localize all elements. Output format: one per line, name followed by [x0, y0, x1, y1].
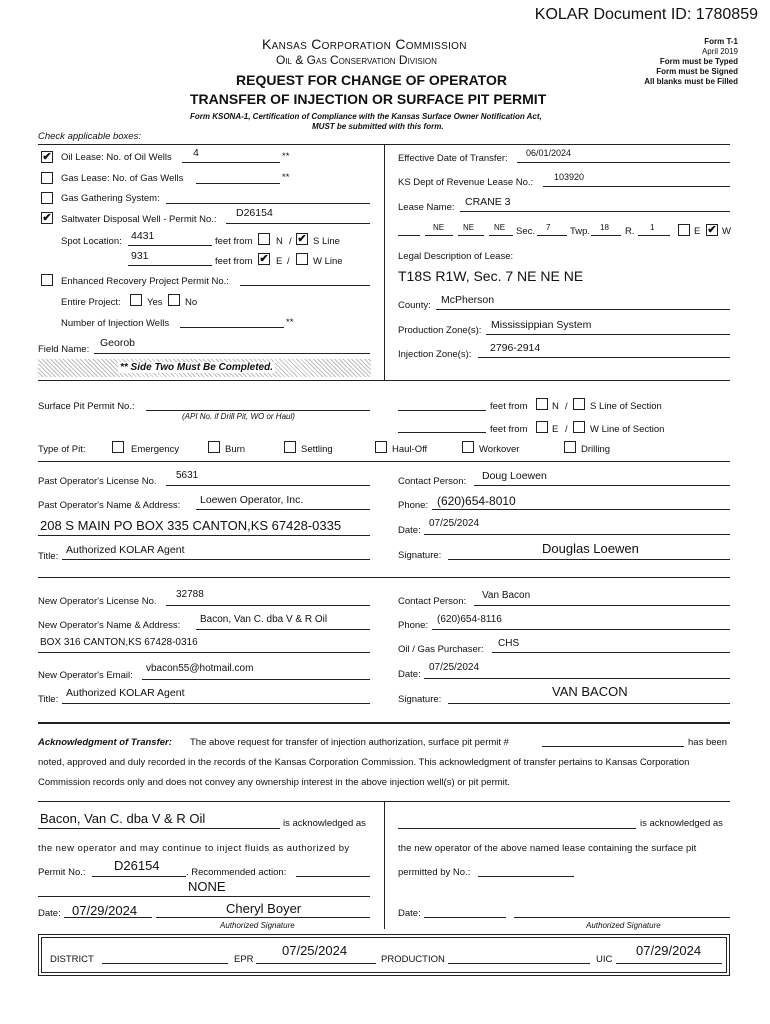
form-subtitle-1: Form KSONA-1, Certification of Compliance with the Kansas Surface Owner Notification Act,	[190, 112, 542, 121]
new-purchaser-line	[492, 652, 730, 653]
ack-line-1: The above request for transfer of injection authorization, surface pit permit #	[190, 737, 509, 748]
gas-gathering-checkbox[interactable]	[41, 192, 53, 204]
past-phone-label: Phone:	[398, 500, 429, 511]
township-value[interactable]: 18	[600, 223, 609, 232]
field-name-value[interactable]: Georob	[100, 337, 136, 349]
past-name-value[interactable]: Loewen Operator, Inc.	[200, 494, 304, 506]
pit-type-burn-label: Burn	[225, 444, 246, 455]
divider-ack-vertical	[384, 801, 385, 929]
pit-north-label: N	[552, 401, 559, 412]
past-name-line	[196, 509, 370, 510]
east-label: E	[276, 256, 283, 267]
ack-right-text: the new operator of the above named lease containing the surface pit	[398, 843, 697, 854]
form-title-1: REQUEST FOR CHANGE OF OPERATOR	[236, 72, 507, 88]
new-contact-label: Contact Person:	[398, 596, 467, 607]
field-name-label: Field Name:	[38, 344, 90, 355]
new-phone-label: Phone:	[398, 620, 429, 631]
pit-ns-slash: /	[565, 401, 568, 412]
routing-production-label: PRODUCTION	[381, 954, 445, 965]
pit-south-checkbox[interactable]	[573, 398, 585, 410]
ack-right-date-line[interactable]	[424, 917, 506, 918]
new-address-value[interactable]: BOX 316 CANTON,KS 67428-0316	[40, 637, 198, 648]
past-license-label: Past Operator's License No.	[38, 476, 157, 487]
quarter-3[interactable]: NE	[463, 223, 475, 232]
south-line-label: S Line	[313, 236, 340, 247]
ack-right-name-line[interactable]	[398, 828, 636, 829]
ack-left-is-acknowledged: is acknowledged as	[283, 818, 366, 829]
range-east-label: E	[694, 226, 701, 237]
ew-slash: /	[287, 256, 290, 267]
past-license-line	[166, 485, 370, 486]
new-contact-value[interactable]: Van Bacon	[482, 590, 531, 601]
division-name: Oil & Gas Conservation Division	[276, 53, 437, 67]
past-signature-label: Signature:	[398, 550, 442, 561]
oil-wells-value[interactable]: 4	[193, 147, 199, 159]
divider-new	[38, 577, 730, 578]
county-label: County:	[398, 300, 431, 311]
past-title-line	[62, 559, 370, 560]
new-purchaser-label: Oil / Gas Purchaser:	[398, 644, 484, 655]
side-two-note: ** Side Two Must Be Completed.	[120, 362, 273, 373]
ack-permit-label: Permit No.:	[38, 867, 86, 878]
pit-ew-slash: /	[565, 424, 568, 435]
ack-line-2: noted, approved and duly recorded in the records of the Kansas Corporation Commission. This acknowledgment of transfer pertains to Kansas Corporation	[38, 757, 690, 768]
range-east-checkbox[interactable]	[678, 224, 690, 236]
quarter-2-line	[425, 235, 453, 236]
field-name-line	[94, 353, 370, 354]
pit-east-label: E	[552, 424, 559, 435]
pit-type-hauloff-label: Haul-Off	[392, 444, 428, 455]
past-title-value[interactable]: Authorized KOLAR Agent	[66, 544, 185, 556]
pit-type-drilling-label: Drilling	[581, 444, 611, 455]
new-phone-value[interactable]: (620)654-8116	[437, 614, 502, 625]
type-of-pit-label: Type of Pit:	[38, 444, 86, 455]
check-boxes-label: Check applicable boxes:	[38, 131, 141, 142]
range-value[interactable]: 1	[650, 223, 655, 232]
new-license-label: New Operator's License No.	[38, 596, 157, 607]
pit-south-label: S Line of Section	[590, 401, 662, 412]
spot-ew-value[interactable]: 931	[131, 250, 149, 262]
new-license-line	[166, 605, 370, 606]
routing-production-line[interactable]	[448, 963, 590, 964]
new-date-line	[424, 678, 730, 679]
lease-name-line	[460, 211, 730, 212]
pit-type-hauloff-checkbox[interactable]	[375, 441, 387, 453]
oil-wells-line	[182, 162, 280, 163]
gas-lease-checkbox[interactable]	[41, 172, 53, 184]
new-license-value[interactable]: 32788	[176, 589, 204, 600]
ack-permitted-line[interactable]	[478, 876, 574, 877]
routing-uic-date[interactable]: 07/29/2024	[636, 943, 702, 958]
new-title-label: Title:	[38, 694, 59, 705]
ack-left-signature-line	[156, 917, 370, 918]
routing-uic-label: UIC	[596, 954, 613, 965]
ack-recommended-line	[296, 876, 370, 877]
west-checkbox[interactable]	[296, 253, 308, 265]
past-license-value[interactable]: 5631	[176, 470, 199, 481]
south-checkbox[interactable]: ✔	[297, 233, 307, 245]
injection-zone-line	[478, 357, 730, 358]
pit-ew-feet-from: feet from	[490, 424, 528, 435]
new-signature-label: Signature:	[398, 694, 442, 705]
api-note: (API No. if Drill Pit, WO or Haul)	[182, 412, 295, 421]
entire-project-no-checkbox[interactable]	[168, 294, 180, 306]
new-date-value[interactable]: 07/25/2024	[429, 662, 480, 673]
range-line	[638, 235, 670, 236]
lease-name-value[interactable]: CRANE 3	[465, 196, 511, 208]
past-title-label: Title:	[38, 551, 59, 562]
pit-type-drilling-checkbox[interactable]	[564, 441, 576, 453]
ack-permit-no-line	[92, 876, 186, 877]
production-zone-label: Production Zone(s):	[398, 325, 482, 336]
ksdept-label: KS Dept of Revenue Lease No.:	[398, 177, 534, 188]
new-email-label: New Operator's Email:	[38, 670, 133, 681]
ksdept-value[interactable]: 103920	[554, 172, 585, 182]
surface-pit-line[interactable]	[146, 410, 370, 411]
county-value[interactable]: McPherson	[441, 294, 495, 306]
swd-checkbox[interactable]: ✔	[42, 212, 52, 224]
new-title-line	[62, 703, 370, 704]
pit-ns-line[interactable]	[398, 410, 486, 411]
new-name-label: New Operator's Name & Address:	[38, 620, 181, 631]
swd-permit-value[interactable]: D26154	[236, 207, 273, 219]
new-contact-line	[474, 605, 730, 606]
ack-left-signature-value[interactable]: Cheryl Boyer	[226, 901, 302, 916]
pit-type-burn-checkbox[interactable]	[208, 441, 220, 453]
pit-ew-line[interactable]	[398, 432, 486, 433]
pit-north-checkbox[interactable]	[536, 398, 548, 410]
ns-slash: /	[289, 236, 292, 247]
quarter-1-line	[398, 235, 420, 236]
new-title-value[interactable]: Authorized KOLAR Agent	[66, 687, 185, 699]
spot-ns-line	[128, 245, 212, 246]
past-name-label: Past Operator's Name & Address:	[38, 500, 181, 511]
new-purchaser-value[interactable]: CHS	[498, 638, 520, 649]
effective-date-value[interactable]: 06/01/2024	[526, 148, 572, 158]
ack-recommended-line-2	[38, 896, 370, 897]
swd-permit-line	[226, 223, 370, 224]
ack-right-is-acknowledged: is acknowledged as	[640, 818, 723, 829]
routing-epr-date[interactable]: 07/25/2024	[282, 943, 348, 958]
num-injection-label: Number of Injection Wells	[61, 318, 170, 329]
pit-type-settling-checkbox[interactable]	[284, 441, 296, 453]
ksdept-line	[543, 186, 730, 187]
quarter-3-line	[458, 235, 484, 236]
past-signature-line	[448, 559, 730, 560]
spot-ns-value[interactable]: 4431	[131, 230, 155, 242]
form-date: April 2019	[701, 47, 738, 56]
township-label: Twp.	[570, 226, 591, 237]
east-checkbox[interactable]: ✔	[259, 253, 269, 265]
ack-permit-value[interactable]: D26154	[114, 858, 160, 873]
production-zone-value[interactable]: Mississippian System	[491, 319, 592, 331]
effective-date-line	[517, 162, 730, 163]
range-west-checkbox[interactable]: ✔	[707, 224, 717, 236]
oil-lease-checkbox[interactable]: ✔	[42, 151, 52, 163]
routing-district-line[interactable]	[102, 963, 228, 964]
pit-west-checkbox[interactable]	[573, 421, 585, 433]
ack-permit-line[interactable]	[542, 746, 684, 747]
spot-ns-feet-from: feet from	[215, 236, 253, 247]
section-value[interactable]: 7	[546, 223, 551, 232]
new-name-value[interactable]: Bacon, Van C. dba V & R Oil	[200, 614, 328, 625]
new-name-line	[196, 629, 370, 630]
pit-type-settling-label: Settling	[301, 444, 333, 455]
routing-epr-line	[256, 963, 376, 964]
injection-zone-label: Injection Zone(s):	[398, 349, 472, 360]
quarter-2[interactable]: NE	[433, 223, 445, 232]
legal-description-value[interactable]: T18S R1W, Sec. 7 NE NE NE	[398, 268, 584, 284]
ack-right-signature-line[interactable]	[514, 917, 730, 918]
past-contact-value[interactable]: Doug Loewen	[482, 470, 547, 482]
num-injection-stars: **	[286, 317, 294, 328]
eor-checkbox[interactable]	[41, 274, 53, 286]
quarter-4-line	[489, 235, 513, 236]
gas-wells-stars: **	[282, 172, 290, 183]
form-number: Form T-1	[704, 37, 738, 46]
ack-left-date-label: Date:	[38, 908, 61, 919]
divider-past	[38, 461, 730, 462]
routing-uic-line	[616, 963, 722, 964]
entire-project-no-label: No	[185, 297, 198, 308]
quarter-4[interactable]: NE	[494, 223, 506, 232]
ack-right-auth-sig: Authorized Signature	[586, 921, 661, 930]
divider-pit	[38, 380, 730, 381]
form-signed-note: Form must be Signed	[656, 67, 738, 76]
past-date-line	[424, 534, 730, 535]
township-line	[591, 235, 621, 236]
ack-line-3: Commission records only and does not convey any ownership interest in the above injection well(s) or pit permit.	[38, 777, 511, 788]
spot-ew-feet-from: feet from	[215, 256, 253, 267]
gas-gathering-label: Gas Gathering System:	[61, 193, 160, 204]
legal-description-label: Legal Description of Lease:	[398, 251, 514, 262]
section-line	[537, 235, 567, 236]
past-address-line	[38, 535, 370, 536]
pit-type-emergency-label: Emergency	[131, 444, 180, 455]
past-contact-line	[474, 485, 730, 486]
past-address-value[interactable]: 208 S MAIN PO BOX 335 CANTON,KS 67428-0335	[40, 518, 342, 533]
num-injection-line[interactable]	[180, 327, 284, 328]
divider-vertical	[384, 144, 385, 380]
range-west-label: W	[722, 226, 731, 237]
swd-label: Saltwater Disposal Well - Permit No.:	[61, 214, 217, 225]
range-label: R.	[625, 226, 635, 237]
pit-west-label: W Line of Section	[590, 424, 665, 435]
new-phone-line	[432, 629, 730, 630]
pit-type-emergency-checkbox[interactable]	[112, 441, 124, 453]
new-address-line	[38, 652, 370, 653]
form-filled-note: All blanks must be Filled	[644, 77, 738, 86]
pit-east-checkbox[interactable]	[536, 421, 548, 433]
document-id: KOLAR Document ID: 1780859	[534, 6, 758, 23]
past-signature-value[interactable]: Douglas Loewen	[542, 541, 639, 556]
new-date-label: Date:	[398, 669, 421, 680]
pit-type-workover-label: Workover	[479, 444, 520, 455]
ack-recommended-label: . Recommended action:	[186, 867, 287, 878]
form-subtitle-2: MUST be submitted with this form.	[312, 122, 444, 131]
ack-operator-line	[38, 828, 280, 829]
past-phone-line	[432, 509, 730, 510]
production-zone-line	[486, 334, 730, 335]
gas-lease-label: Gas Lease: No. of Gas Wells	[61, 173, 184, 184]
new-email-value[interactable]: vbacon55@hotmail.com	[146, 663, 254, 674]
surface-pit-label: Surface Pit Permit No.:	[38, 401, 135, 412]
spot-location-label: Spot Location:	[61, 236, 122, 247]
pit-ns-feet-from: feet from	[490, 401, 528, 412]
ack-permitted-label: permitted by No.:	[398, 867, 471, 878]
eor-permit-line[interactable]	[240, 285, 370, 286]
ack-right-date-label: Date:	[398, 908, 421, 919]
ack-lead: Acknowledgment of Transfer:	[38, 737, 172, 748]
west-line-label: W Line	[313, 256, 343, 267]
past-date-label: Date:	[398, 525, 421, 536]
routing-epr-label: EPR	[234, 954, 254, 965]
past-date-value[interactable]: 07/25/2024	[429, 518, 480, 529]
ack-left-date-value[interactable]: 07/29/2024	[72, 903, 138, 918]
new-email-line	[142, 679, 370, 680]
past-contact-label: Contact Person:	[398, 476, 467, 487]
injection-zone-value[interactable]: 2796-2914	[490, 342, 541, 354]
north-label: N	[276, 236, 283, 247]
oil-wells-stars: **	[282, 151, 290, 162]
agency-name: Kansas Corporation Commission	[262, 36, 467, 52]
new-signature-line	[448, 703, 730, 704]
effective-date-label: Effective Date of Transfer:	[398, 153, 508, 164]
gas-wells-line[interactable]	[196, 183, 280, 184]
gas-gathering-line[interactable]	[166, 203, 370, 204]
new-signature-value[interactable]: VAN BACON	[552, 684, 628, 699]
entire-project-label: Entire Project:	[61, 297, 121, 308]
form-typed-note: Form must be Typed	[659, 57, 738, 66]
section-label: Sec.	[516, 226, 536, 237]
ack-recommended-value[interactable]: NONE	[188, 879, 226, 894]
spot-ew-line	[128, 265, 212, 266]
eor-label: Enhanced Recovery Project Permit No.:	[61, 276, 229, 287]
entire-project-yes-checkbox[interactable]	[130, 294, 142, 306]
pit-type-workover-checkbox[interactable]	[462, 441, 474, 453]
north-checkbox[interactable]	[258, 233, 270, 245]
ack-has-been: has been	[688, 737, 728, 748]
divider-ack	[38, 722, 730, 724]
entire-project-yes-label: Yes	[147, 297, 163, 308]
ack-left-text: the new operator and may continue to inject fluids as authorized by	[38, 843, 350, 854]
routing-district-label: DISTRICT	[50, 954, 94, 965]
oil-lease-label: Oil Lease: No. of Oil Wells	[61, 152, 172, 163]
past-phone-value[interactable]: (620)654-8010	[437, 494, 516, 508]
ack-left-auth-sig: Authorized Signature	[220, 921, 295, 930]
lease-name-label: Lease Name:	[398, 202, 455, 213]
ack-operator-name[interactable]: Bacon, Van C. dba V & R Oil	[40, 811, 206, 826]
county-line	[436, 309, 730, 310]
form-title-2: TRANSFER OF INJECTION OR SURFACE PIT PERMIT	[190, 91, 547, 107]
